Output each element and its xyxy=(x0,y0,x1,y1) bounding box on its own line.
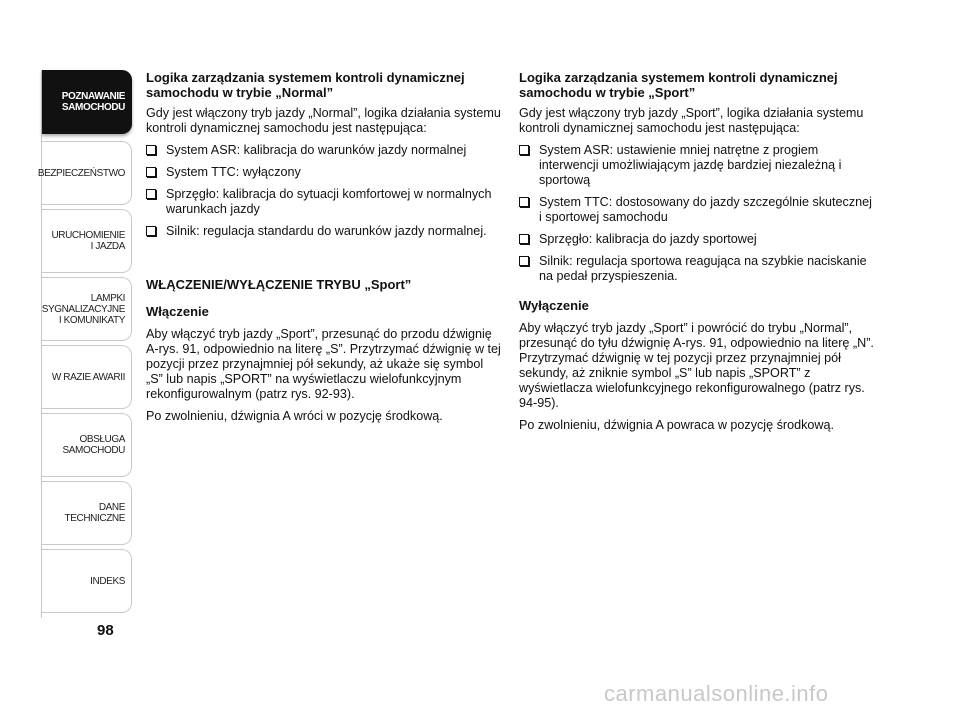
list-item xyxy=(519,195,874,225)
enable-paragraph: Aby włączyć tryb jazdy „Sport”, przesunąć do przodu dźwignię A-rys. 91, odpowiednio na literę „S”. Przytrzymać dźwignię w tej pozycji przez przynajmniej pół sekundy, aż ukaże się symbol „S” lub napis „SPORT” na wyświetlaczu wielofunkcyjnym rekonfigurowalnym (patrz rys. 92-93). xyxy=(146,327,501,401)
tab-bezpieczenstwo[interactable]: BEZPIECZEŃSTWO xyxy=(42,141,132,205)
list-item-text: System ASR: kalibracja do warunków jazdy normalnej xyxy=(166,143,467,157)
list-item-text: Sprzęgło: kalibracja do jazdy sportowej xyxy=(539,232,757,246)
right-column xyxy=(519,70,874,440)
tab-dane-techniczne[interactable]: DANE TECHNICZNE xyxy=(42,481,132,545)
checkbox-bullet-icon xyxy=(519,234,529,244)
disable-subheading: Wyłączenie xyxy=(519,298,589,313)
list-item xyxy=(519,254,874,284)
disable-release-paragraph: Po zwolnieniu, dźwignia A powraca w pozycję środkową. xyxy=(519,418,835,432)
list-item xyxy=(519,232,874,247)
sport-toggle-section-title: WŁĄCZENIE/WYŁĄCZENIE TRYBU „Sport” xyxy=(146,277,412,292)
list-item-text: System TTC: wyłączony xyxy=(166,165,301,179)
sport-mode-heading: Logika zarządzania systemem kontroli dynamicznej samochodu w trybie „Sport” xyxy=(519,70,838,100)
enable-release-paragraph: Po zwolnieniu, dźwignia A wróci w pozycję środkową. xyxy=(146,409,443,423)
sport-mode-list xyxy=(519,143,874,284)
normal-mode-list xyxy=(146,143,501,239)
list-item-text: Sprzęgło: kalibracja do sytuacji komfortowej w normalnych warunkach jazdy xyxy=(166,187,492,216)
left-column xyxy=(146,70,501,431)
tab-lampki-sygnalizacyjne[interactable]: LAMPKI SYGNALIZACYJNE I KOMUNIKATY xyxy=(42,277,132,341)
tab-uruchomienie-i-jazda[interactable]: URUCHOMIENIE I JAZDA xyxy=(42,209,132,273)
tab-w-razie-awarii[interactable]: W RAZIE AWARII xyxy=(42,345,132,409)
checkbox-bullet-icon xyxy=(519,145,529,155)
enable-subheading: Włączenie xyxy=(146,304,209,319)
tab-poznawanie-samochodu[interactable]: POZNAWANIE SAMOCHODU xyxy=(42,70,132,134)
list-item-text: System ASR: ustawienie mniej natrętne z progiem interwencji umożliwiającym jazdę bardziej niezależną i sportową xyxy=(539,143,842,187)
sport-mode-intro: Gdy jest włączony tryb jazdy „Sport”, logika działania systemu kontroli dynamicznej samochodu jest następująca: xyxy=(519,106,864,135)
normal-mode-heading: Logika zarządzania systemem kontroli dynamicznej samochodu w trybie „Normal” xyxy=(146,70,465,100)
list-item-text: System TTC: dostosowany do jazdy szczególnie skutecznej i sportowej samochodu xyxy=(539,195,872,224)
checkbox-bullet-icon xyxy=(146,145,156,155)
checkbox-bullet-icon xyxy=(146,167,156,177)
tab-indeks[interactable]: INDEKS xyxy=(42,549,132,613)
tab-obsluga-samochodu[interactable]: OBSŁUGA SAMOCHODU xyxy=(42,413,132,477)
normal-mode-intro: Gdy jest włączony tryb jazdy „Normal”, logika działania systemu kontroli dynamicznej samochodu jest następująca: xyxy=(146,106,501,135)
watermark-text: carmanualsonline.info xyxy=(604,681,829,706)
page-number: 98 xyxy=(97,622,114,639)
section-sidebar xyxy=(0,0,140,709)
list-item-text: Silnik: regulacja standardu do warunków jazdy normalnej. xyxy=(166,224,487,238)
list-item xyxy=(519,143,874,188)
list-item xyxy=(146,165,501,180)
list-item xyxy=(146,143,501,158)
checkbox-bullet-icon xyxy=(519,197,529,207)
disable-paragraph: Aby włączyć tryb jazdy „Sport” i powrócić do trybu „Normal”, przesunąć do tyłu dźwignię A-rys. 91, odpowiednio na literę „N”. Przytrzymać dźwignię w tej pozycji przez przynajmniej pół sekundy, aż zniknie symbol „S” lub napis „SPORT” z wyświetlacza wielofunkcyjnego rekonfigurowalnego (patrz rys. 94-95). xyxy=(519,321,874,410)
list-item-text: Silnik: regulacja sportowa reagująca na szybkie naciskanie na pedał przyspieszenia. xyxy=(539,254,867,283)
list-item xyxy=(146,224,501,239)
checkbox-bullet-icon xyxy=(146,226,156,236)
list-item xyxy=(146,187,501,217)
checkbox-bullet-icon xyxy=(146,189,156,199)
checkbox-bullet-icon xyxy=(519,256,529,266)
